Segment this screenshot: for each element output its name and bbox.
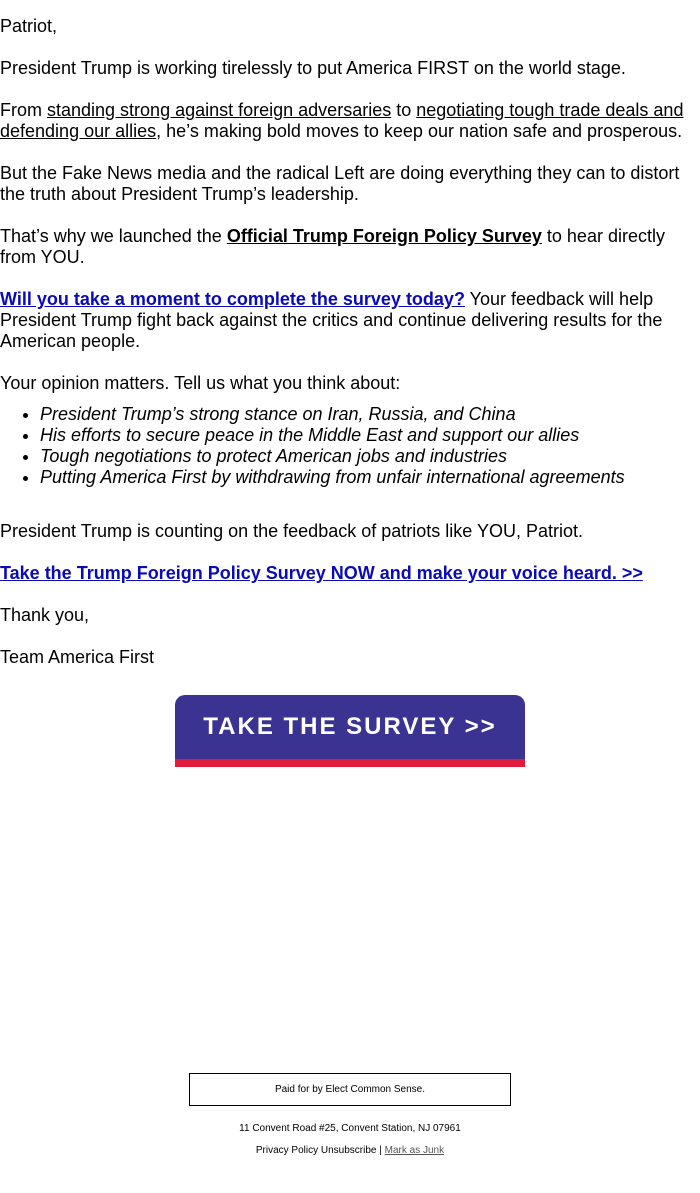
greeting: Patriot, [0,16,58,36]
text-segment: to hear directly from YOU. [0,226,665,267]
email-body [0,16,692,689]
paragraph-cta-link [0,563,692,584]
link-trade-deals[interactable]: negotiating tough trade deals and defending our allies [0,100,684,141]
link-complete-survey[interactable]: Will you take a moment to complete the survey today? [0,289,465,309]
link-official-survey[interactable]: Official Trump Foreign Policy Survey [226,226,542,246]
list-item: • President Trump’s strong stance on Iran, Russia, and China [40,404,692,425]
text-segment: Your feedback will help President Trump fight back against the critics and continue delivering results for the American people. [0,289,663,351]
paid-for-disclaimer: Paid for by Elect Common Sense. [189,1073,511,1106]
paragraph-take-moment [0,289,692,352]
paragraph-opinion: Your opinion matters. Tell us what you think about: [0,373,401,393]
link-take-survey-now[interactable]: Take the Trump Foreign Policy Survey NOW and make your voice heard. >> [0,563,643,583]
paragraph-intro: President Trump is working tirelessly to put America FIRST on the world stage. [0,58,626,78]
cta-container [175,695,525,767]
paragraph-fake-news: But the Fake News media and the radical Left are doing everything they can to distort the truth about President Trump’s leadership. [0,163,680,204]
unsubscribe-link[interactable]: Unsubscribe [320,1145,377,1156]
signature: Team America First [0,647,155,667]
topics-list [0,404,692,488]
closing-thanks: Thank you, [0,605,90,625]
text-segment: , he’s making bold moves to keep our nation safe and prosperous. [156,121,683,141]
paragraph-counting: President Trump is counting on the feedback of patriots like YOU, Patriot. [0,521,583,541]
take-survey-button[interactable]: TAKE THE SURVEY >> [175,695,525,767]
mark-as-junk-link[interactable]: Mark as Junk [384,1145,445,1156]
text-segment: From [0,100,47,120]
footer-separator: | [379,1145,382,1156]
paragraph-bold-moves [0,100,692,142]
footer-address: 11 Convent Road #25, Convent Station, NJ 07961 [239,1123,461,1134]
text-segment: to [391,100,417,120]
privacy-policy-link[interactable]: Privacy Policy [255,1145,319,1156]
list-item: • Tough negotiations to protect American jobs and industries [40,446,692,467]
spacer [0,509,692,521]
list-item: • His efforts to secure peace in the Middle East and support our allies [40,425,692,446]
paragraph-survey-launch [0,226,692,268]
footer-links [0,1145,700,1156]
text-segment: That’s why we launched the [0,226,227,246]
list-item: • Putting America First by withdrawing from unfair international agreements [40,467,692,488]
link-foreign-adversaries[interactable]: standing strong against foreign adversaries [47,100,392,120]
